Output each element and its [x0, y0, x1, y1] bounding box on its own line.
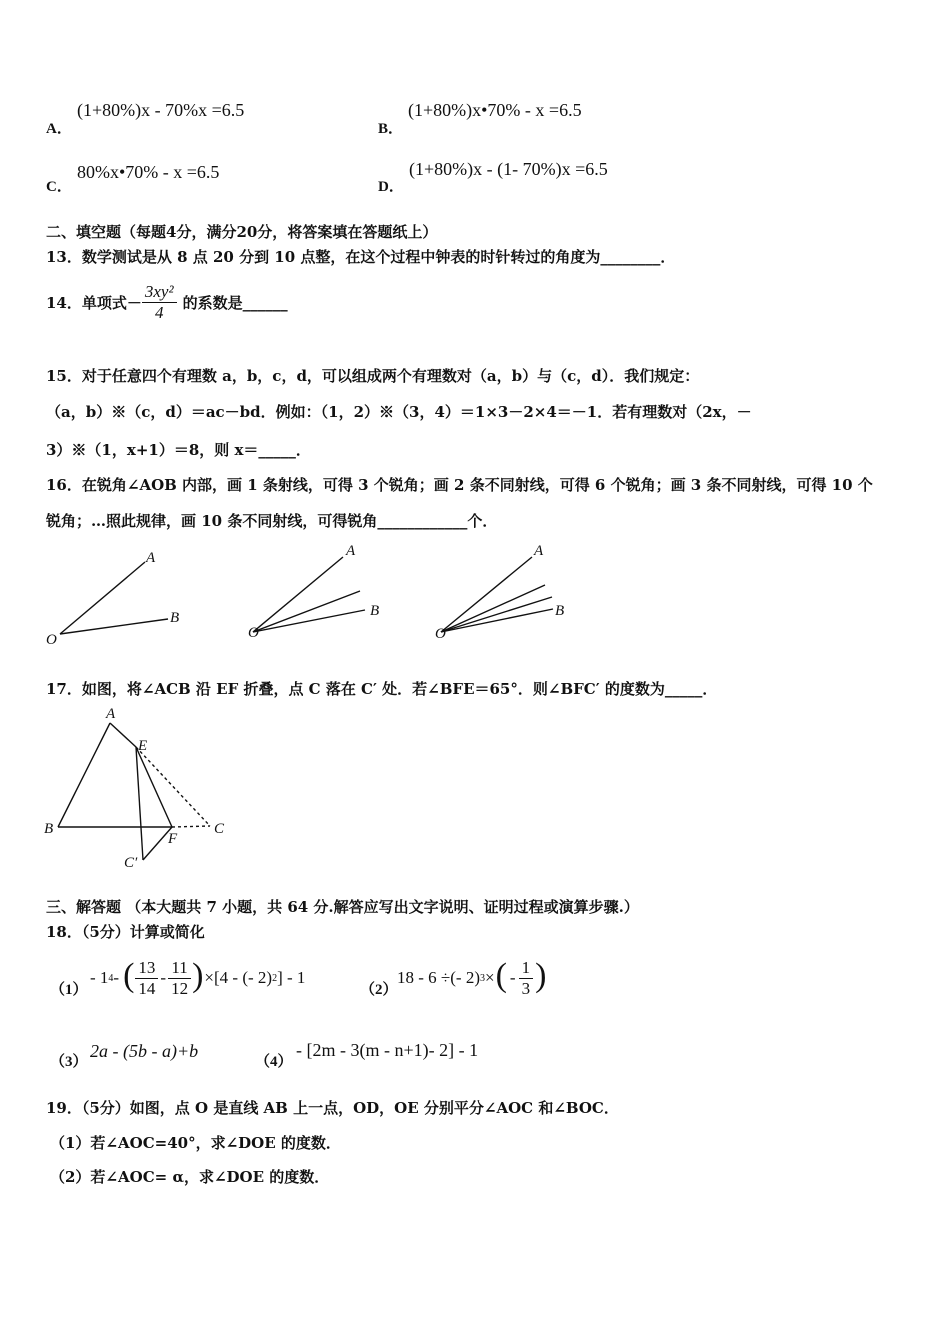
q18-p2-frac-den: 3	[521, 978, 531, 998]
option-c-label: C．	[46, 179, 72, 195]
fig17-dash-ec	[136, 747, 210, 826]
fig2-ray-oa	[253, 557, 343, 632]
q17-text: 17．如图，将∠ACB 沿 EF 折叠，点 C 落在 C′ 处．若∠BFE＝65°．则∠BFC′ 的度数为_____．	[46, 680, 718, 698]
fig3-ray-ob	[441, 609, 553, 632]
q19-line3: （2）若∠AOC= α，求∠DOE 的度数．	[50, 1168, 330, 1186]
fig2-label-o: O	[248, 625, 259, 641]
fig1-ray-oa	[60, 562, 145, 634]
q18-p2-lparen: (	[495, 957, 507, 994]
q14-suffix: 的系数是______	[182, 294, 288, 312]
q19-line2: （1）若∠AOC=40°，求∠DOE 的度数．	[50, 1134, 341, 1152]
fig3-label-a: A	[534, 543, 544, 559]
q18-part4-expr: - [2m - 3(m - n+1)- 2] - 1	[296, 1040, 479, 1060]
q18-part1-expr	[90, 955, 305, 1001]
q18-part3-label: （3）	[50, 1054, 88, 1070]
q14-denominator: 4	[154, 303, 164, 322]
q18-p1-mid: -	[160, 968, 167, 987]
q18-p1-frac2-num: 11	[168, 958, 190, 979]
fig3-ray-2	[441, 597, 552, 632]
q18-p2-frac	[519, 958, 534, 999]
q18-p1-frac2-den: 12	[171, 978, 189, 998]
q18-part4-label: （4）	[255, 1054, 293, 1070]
q18-p1-rest: ×[4 - (- 2)	[204, 968, 273, 987]
fig2-ray-ob	[253, 610, 365, 632]
q15-line1: 15．对于任意四个有理数 a，b，c，d，可以组成两个有理数对（a，b）与（c，d）．我们规定：	[46, 367, 700, 385]
fig17-label-e: E	[138, 738, 148, 754]
q18-p1-frac2	[168, 958, 191, 999]
q16-line1: 16．在锐角∠AOB 内部，画 1 条射线，可得 3 个锐角；画 2 条不同射线，可得 6 个锐角；画 3 条不同射线，可得 10 个	[46, 476, 873, 494]
q14-prefix: 14．单项式－	[46, 294, 142, 312]
fig3-label-b: B	[555, 603, 565, 619]
q18-p1-exp: 4	[108, 972, 114, 984]
q18-p2-rparen: )	[535, 957, 547, 994]
fig3-label-o: O	[435, 626, 446, 642]
q14-numerator: 3xy²	[142, 282, 177, 303]
fig17-line-ec1	[136, 747, 143, 860]
fig2-label-b: B	[370, 603, 380, 619]
q14	[46, 282, 288, 323]
option-d-expr: (1+80%)x - (1- 70%)x =6.5	[409, 159, 608, 179]
option-a-expr: (1+80%)x - 70%x =6.5	[77, 100, 245, 120]
fig17-label-f: F	[168, 831, 178, 847]
q18-p1-end: ] - 1	[277, 968, 306, 987]
fig3-ray-oa	[441, 557, 532, 632]
option-b-label: B．	[378, 121, 404, 137]
fig1-label-o: O	[46, 632, 57, 648]
option-c-expr: 80%x•70% - x =6.5	[77, 162, 220, 182]
fig17-label-a: A	[106, 706, 116, 722]
fig17-line-ab	[58, 723, 110, 827]
q15-line2: （a，b）※（c，d）＝ac－bd．例如：（1，2）※（3，4）＝1×3－2×4＝－1．若有理数对（2x，－	[46, 403, 752, 421]
q18-p2-frac-num: 1	[519, 958, 534, 979]
fig2-ray-1	[253, 591, 360, 632]
q18-p2-term1: 18 - 6 ÷(- 2)	[397, 968, 480, 987]
section2-title: 二、填空题（每题4分，满分20分，将答案填在答题纸上）	[46, 223, 438, 241]
q19-line1: 19．（5分）如图，点 O 是直线 AB 上一点，OD，OE 分别平分∠AOC 和∠BOC．	[46, 1099, 619, 1117]
option-b-expr: (1+80%)x•70% - x =6.5	[408, 100, 582, 120]
fig17-label-c-prime: C′	[124, 855, 138, 871]
q15-line3: 3）※（1，x+1）＝8，则 x＝_____．	[46, 441, 311, 459]
q16-line2: 锐角；…照此规律，画 10 条不同射线，可得锐角____________个．	[46, 512, 498, 530]
fig1-ray-ob	[60, 619, 168, 634]
q18-p1-frac1-den: 14	[138, 978, 156, 998]
fig1-label-b: B	[170, 610, 180, 626]
q18-part2-label: （2）	[360, 982, 398, 998]
q16-figure	[40, 540, 600, 650]
fig17-label-c: C	[214, 821, 225, 837]
fig17-dash-fc	[172, 826, 210, 827]
q13-text: 13．数学测试是从 8 点 20 分到 10 点整，在这个过程中钟表的时针转过的角度为________．	[46, 248, 676, 266]
q18-p1-term1: - 1	[90, 968, 109, 987]
q14-fraction	[142, 282, 177, 323]
fig17-line-ef	[136, 747, 172, 827]
fig2-label-a: A	[346, 543, 356, 559]
option-d-label: D．	[378, 179, 404, 195]
q17-figure	[40, 700, 240, 875]
q18-p2-exp: 3	[479, 972, 485, 984]
fig17-line-ae	[110, 723, 136, 747]
q18-part1-label: （1）	[50, 982, 88, 998]
q18-p1-frac1	[135, 958, 158, 999]
option-a-label: A．	[46, 121, 72, 137]
q18-p2-minus: -	[509, 968, 516, 987]
fig1-label-a: A	[146, 550, 156, 566]
q18-p1-frac1-num: 13	[135, 958, 158, 979]
q18-p1-minus: -	[113, 968, 120, 987]
fig3-ray-1	[441, 585, 545, 632]
q18-p2-times: ×	[484, 968, 495, 987]
q18-part2-expr	[397, 955, 546, 1001]
q18-p1-rparen: )	[192, 957, 204, 994]
section3-title: 三、解答题 （本大题共 7 小题，共 64 分.解答应写出文字说明、证明过程或演算步骤.）	[46, 898, 639, 916]
q18-title: 18．（5分）计算或简化	[46, 923, 205, 941]
q18-part3-expr: 2a - (5b - a)+b	[90, 1041, 199, 1061]
fig17-label-b: B	[44, 821, 54, 837]
q18-p1-lparen: (	[123, 957, 135, 994]
q18-p1-exp2: 2	[272, 972, 278, 984]
